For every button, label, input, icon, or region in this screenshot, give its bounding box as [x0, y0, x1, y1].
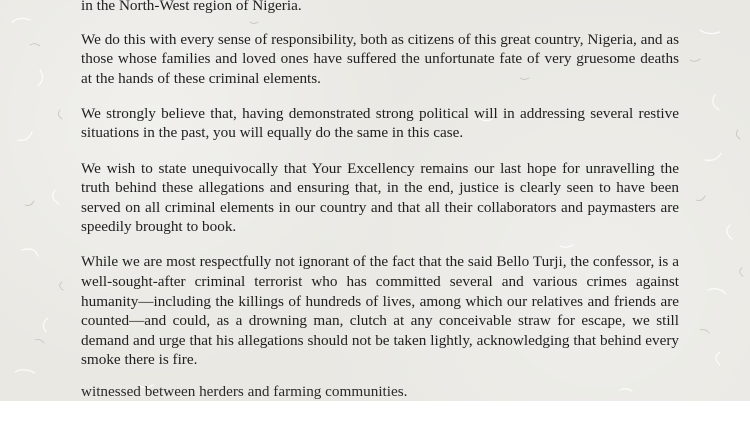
- paragraph-political-will: We strongly believe that, having demonstrated strong political will in addressing several restive situations in the past, you will equally do the same in this case.: [81, 104, 679, 142]
- cut-off-text: witnessed between herders and farming communities.: [81, 383, 408, 400]
- paragraph-intro-fragment: in the North-West region of Nigeria.: [81, 0, 302, 14]
- paragraph-responsibility: We do this with every sense of responsibility, both as citizens of this great country, Nigeria, and as those whose families and loved ones have suffered the unfortunate fate of very gruesome deaths at the hands of these criminal elements.: [81, 30, 679, 87]
- cut-off-text-line: [81, 383, 679, 402]
- paragraph-last-hope: We wish to state unequivocally that Your Excellency remains our last hope for unravelling the truth behind these allegations and ensuring that, in the end, justice is clearly seen to have been served on all criminal elements in our country and that all their collaborators and paymasters are speedily brought to book.: [81, 159, 679, 236]
- letter-body: [81, 0, 679, 386]
- paragraph-bello-turji: While we are most respectfully not ignorant of the fact that the said Bello Turji, the confessor, is a well-sought-after criminal terrorist who has committed several and various crimes against humanity—including the killings of hundreds of lives, among which our relatives and friends are counted—and could, as a drowning man, clutch at any conceivable straw for escape, we still demand and urge that his allegations should not be taken lightly, acknowledging that behind every smoke there is fire.: [81, 253, 679, 369]
